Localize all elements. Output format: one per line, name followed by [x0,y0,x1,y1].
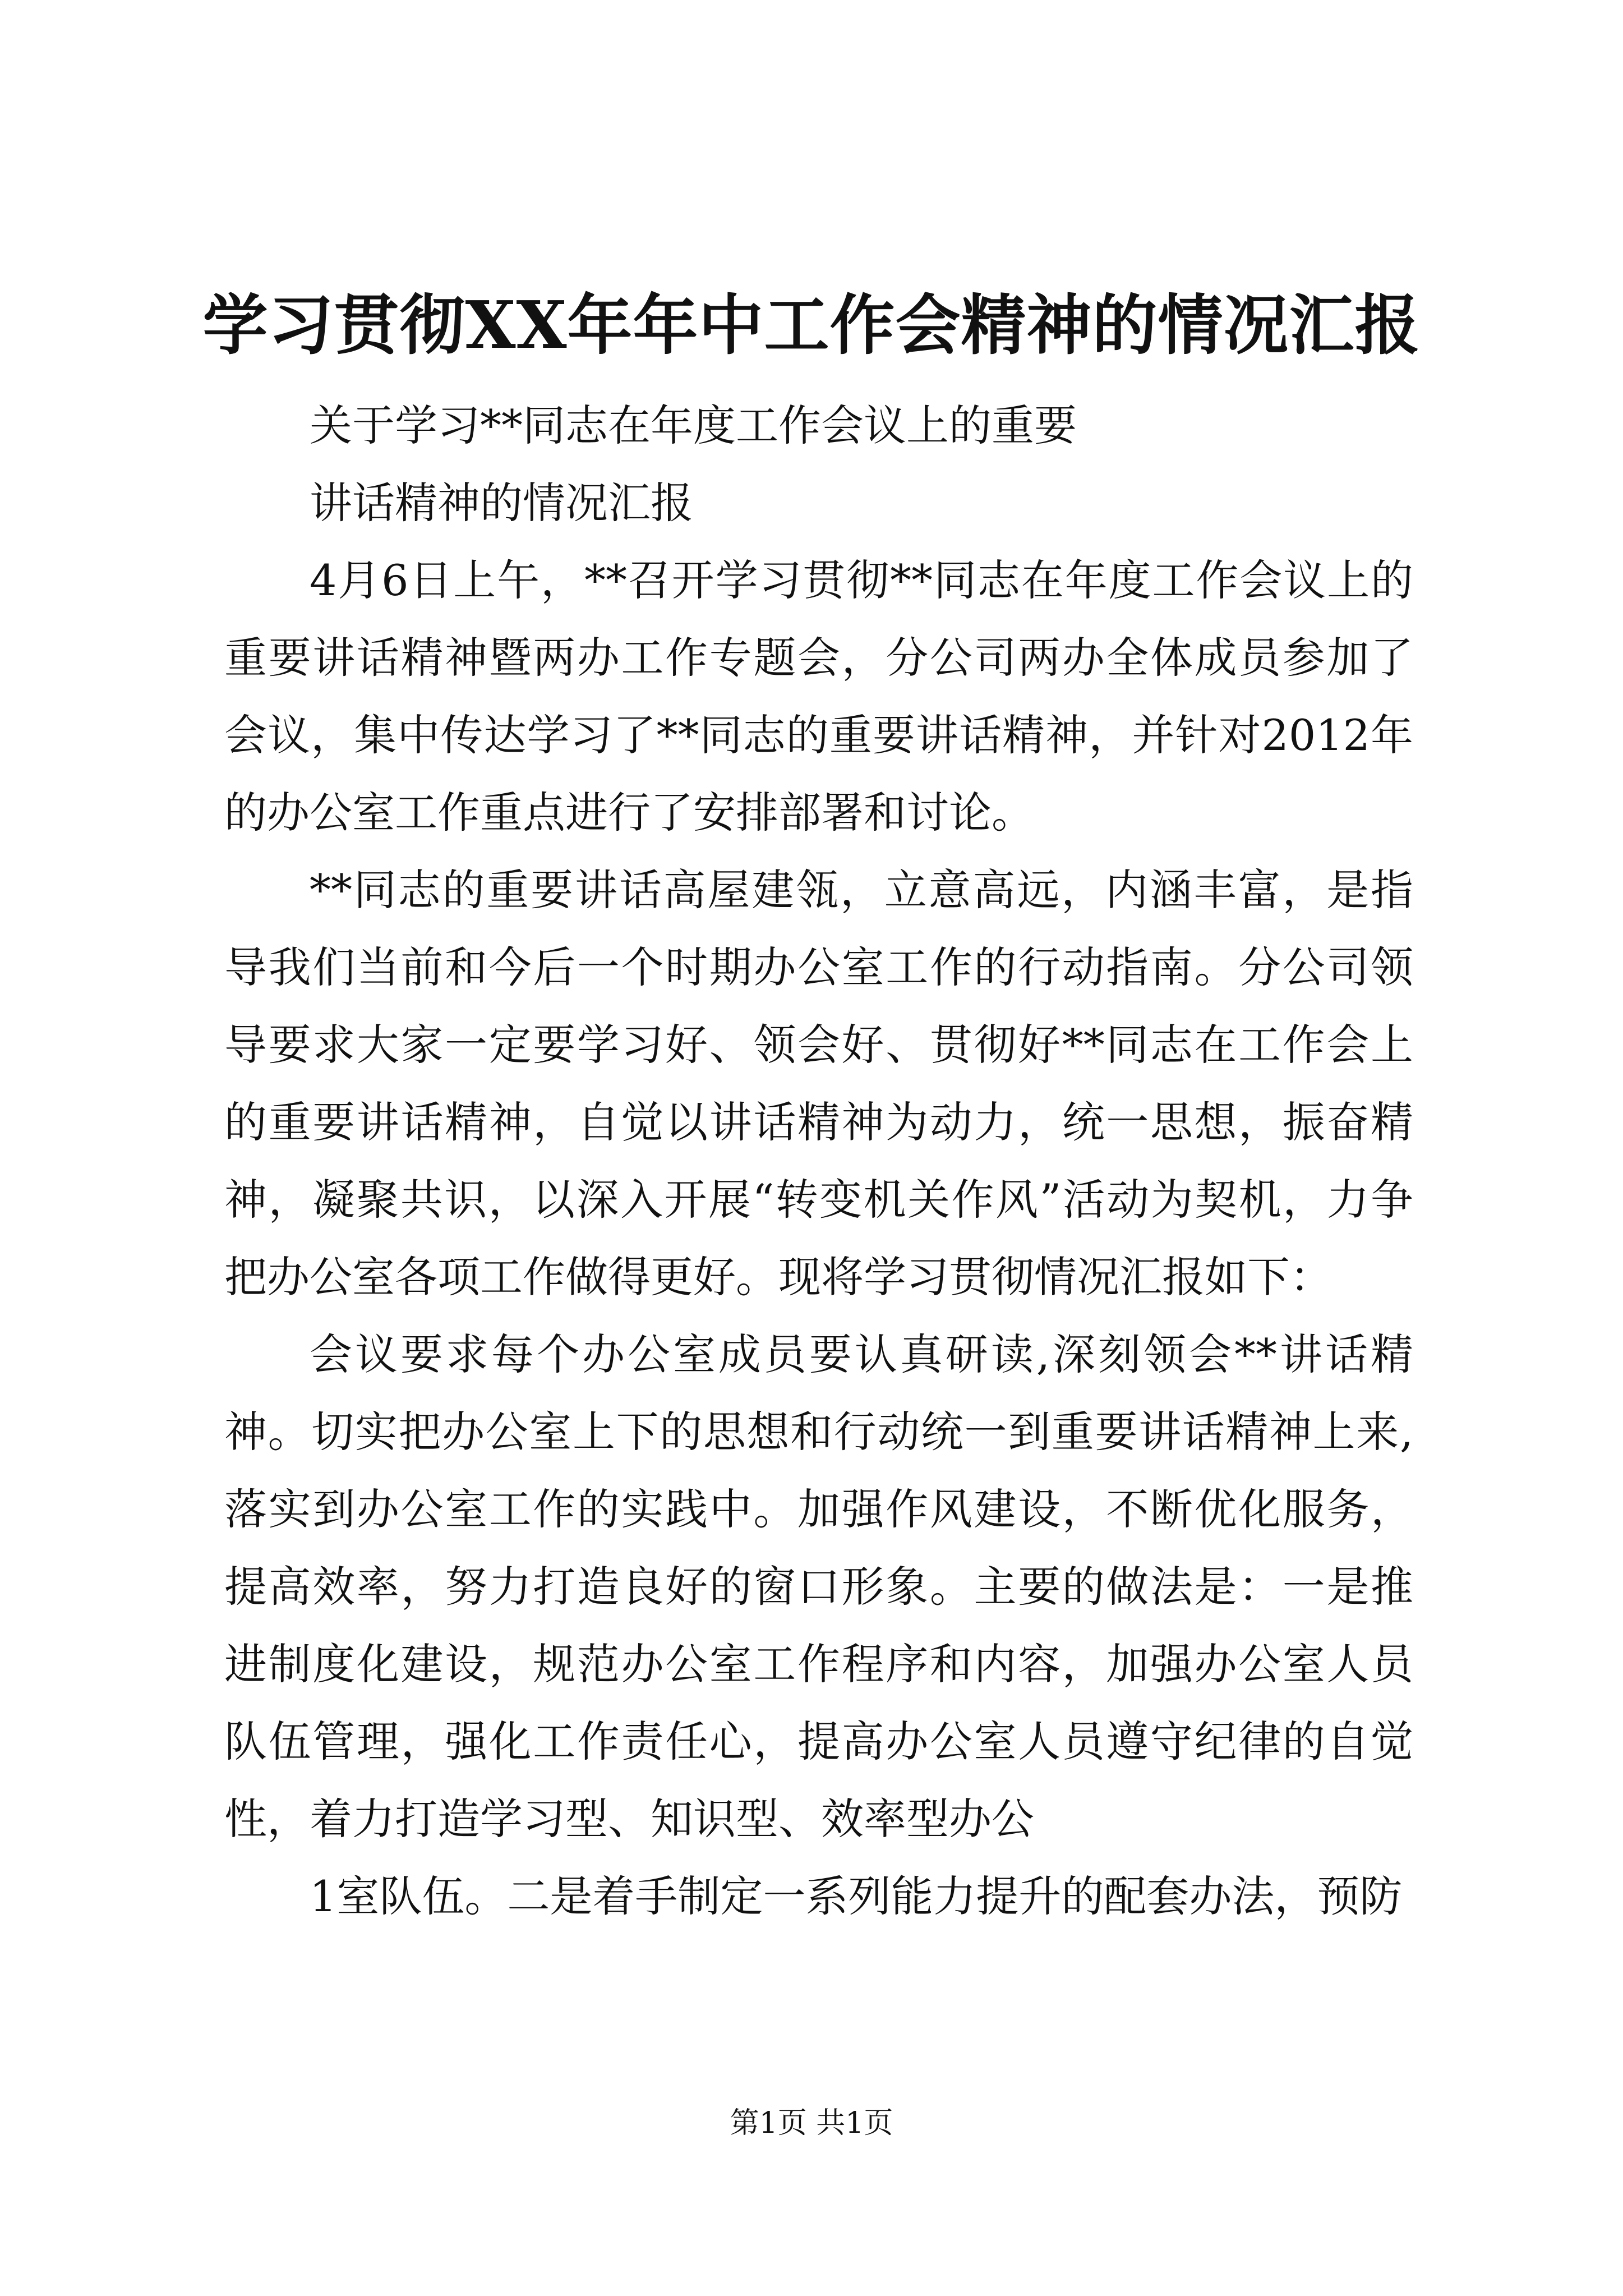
paragraph-heading-line-1: 关于学习**同志在年度工作会议上的重要 [310,401,1077,450]
paragraph-meeting-summary: 4月6日上午，**召开学习贯彻**同志在年度工作会议上的重要讲话精神暨两办工作专题会，分公司两办全体成员参加了会议，集中传达学习了**同志的重要讲话精神，并针对2012年的办公室工作重点进行了安排部署和讨论。 [224,555,1413,838]
page-footer: 第1页 共1页 [730,2106,893,2140]
paragraph-team-measures: 1室队伍。二是着手制定一系列能力提升的配套办法，预防 [310,1871,1403,1921]
document-title: 学习贯彻XX年年中工作会精神的情况汇报 [202,287,1421,364]
document-body [224,387,1413,1935]
paragraph-speech-significance: **同志的重要讲话高屋建瓴，立意高远，内涵丰富，是指导我们当前和今后一个时期办公室工作的行动指南。分公司领导要求大家一定要学习好、领会好、贯彻好**同志在工作会上的重要讲话精神，自觉以讲话精神为动力，统一思想，振奋精神，凝聚共识，以深入开展“转变机关作风”活动为契机，力争把办公室各项工作做得更好。现将学习贯彻情况汇报如下： [224,865,1413,1302]
paragraph-heading-line-2: 讲话精神的情况汇报 [310,478,693,528]
paragraph-meeting-requirements: 会议要求每个办公室成员要认真研读,深刻领会**讲话精神。切实把办公室上下的思想和行动统一到重要讲话精神上来,落实到办公室工作的实践中。加强作风建设，不断优化服务，提高效率，努力打造良好的窗口形象。主要的做法是：一是推进制度化建设，规范办公室工作程序和内容，加强办公室人员队伍管理，强化工作责任心，提高办公室人员遵守纪律的自觉性，着力打造学习型、知识型、效率型办公 [224,1329,1413,1844]
